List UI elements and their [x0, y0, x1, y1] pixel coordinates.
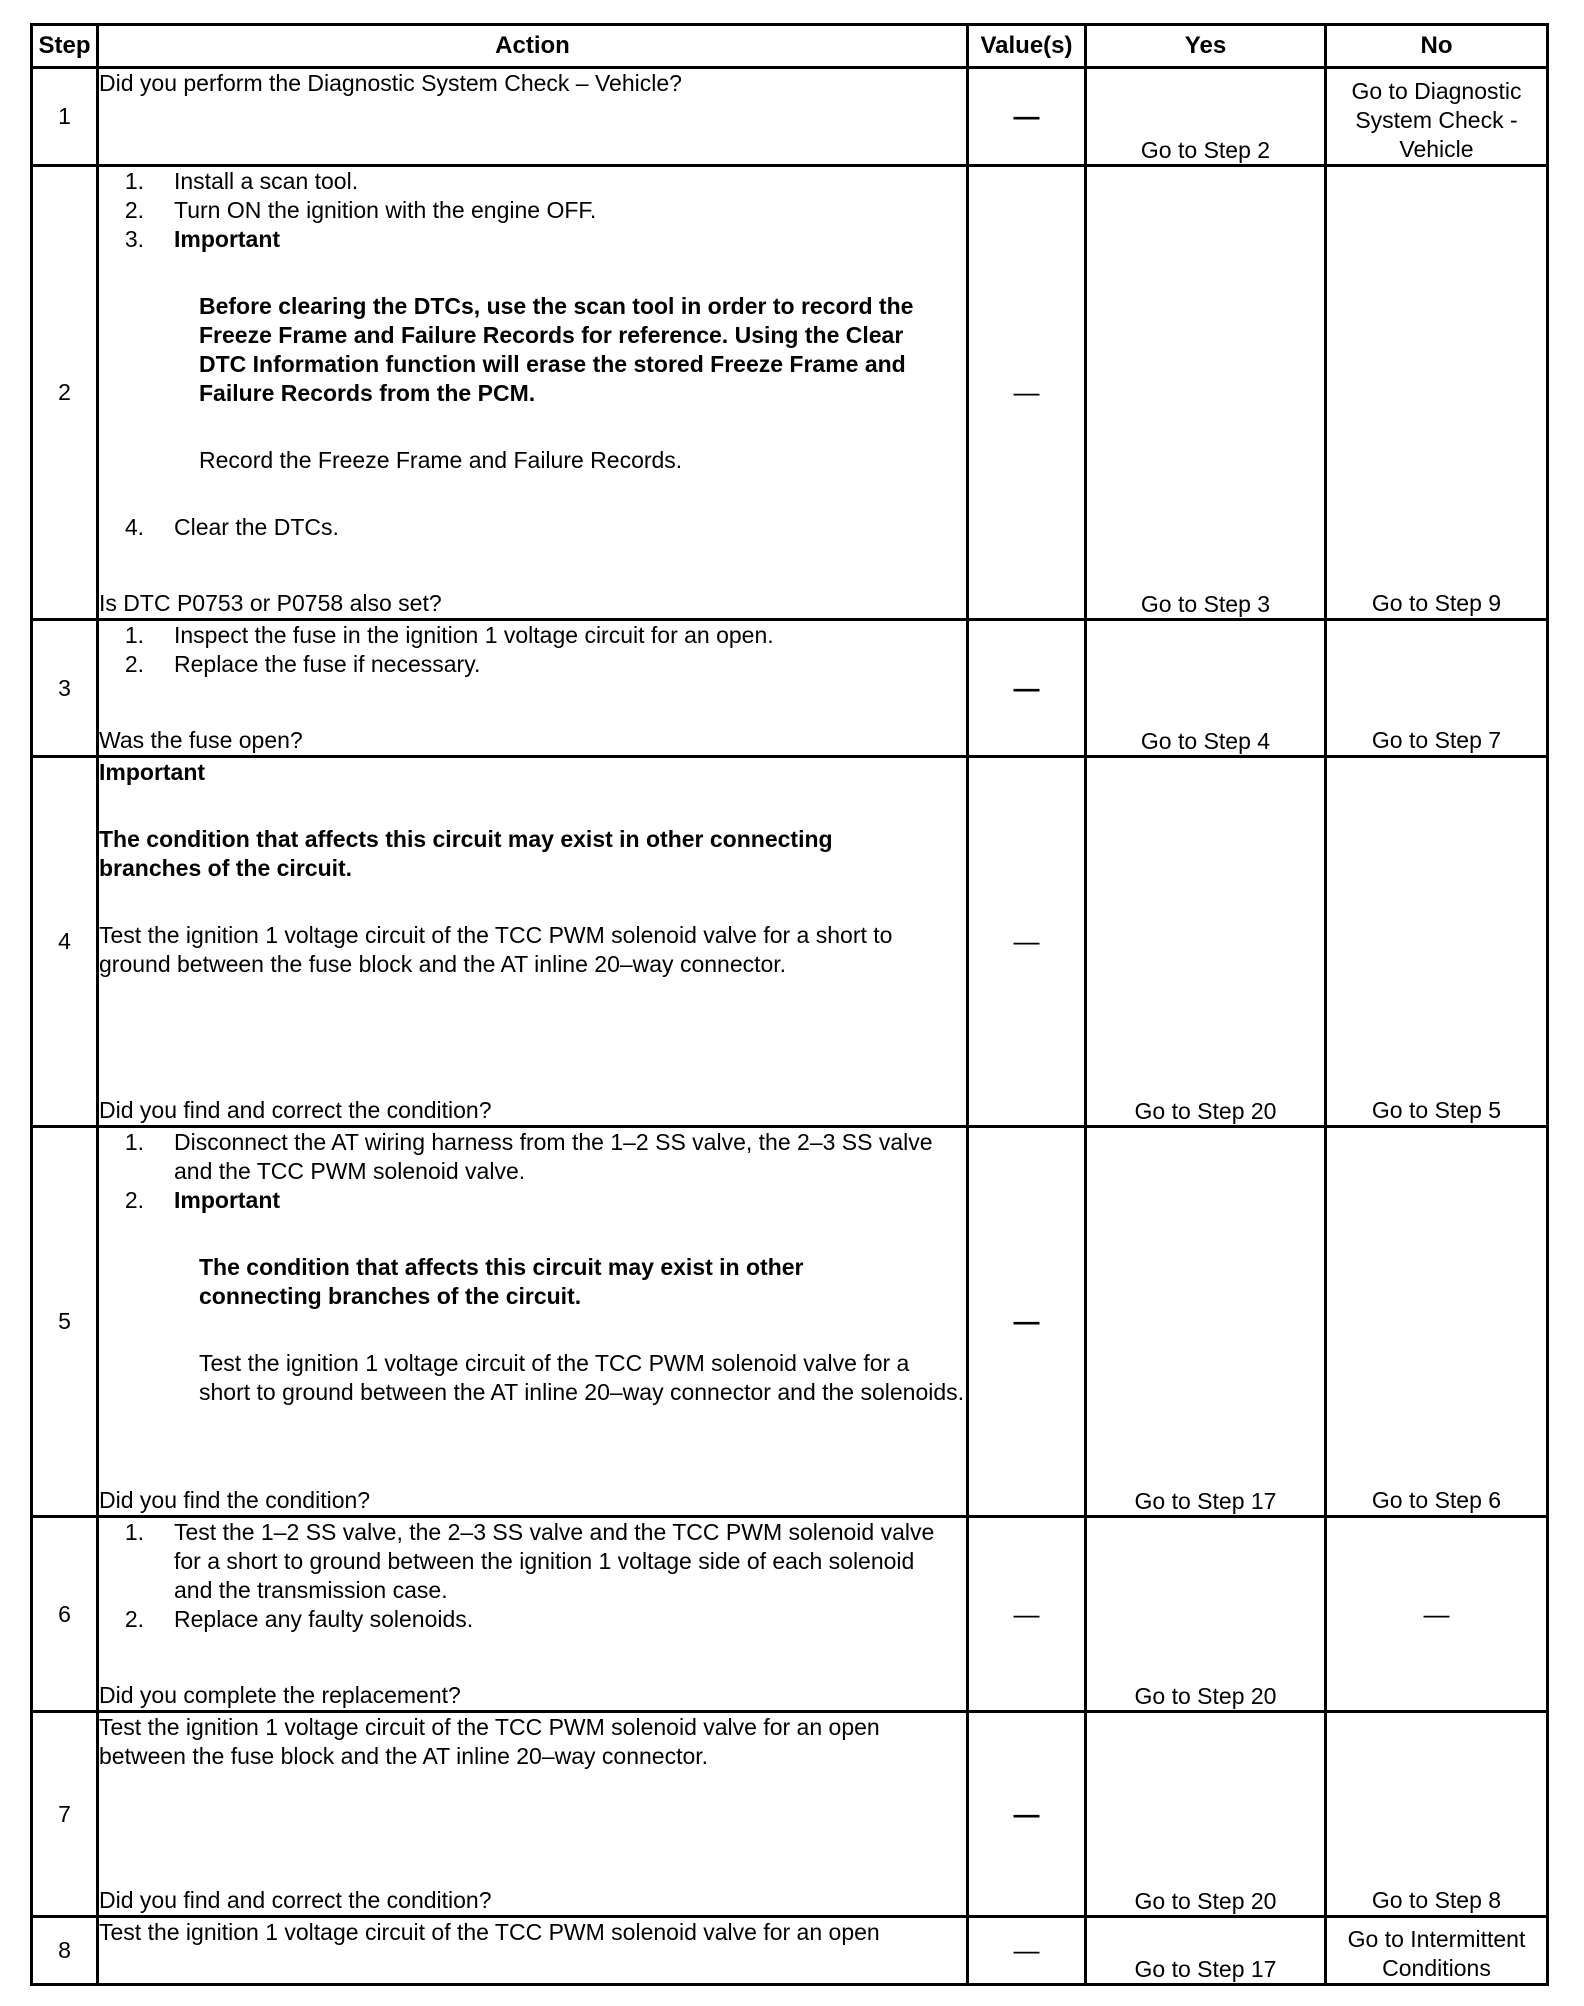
- list-text: Test the 1–2 SS valve, the 2–3 SS valve and the TCC PWM solenoid valve for a short to ground between the ignition 1 voltage side of each solenoid and the transmission case.: [174, 1519, 935, 1603]
- no-cell: Go to Step 9: [1326, 166, 1548, 620]
- no-cell: Go to Step 8: [1326, 1712, 1548, 1917]
- question-text: Did you complete the replacement?: [99, 1682, 461, 1708]
- value-cell: —: [968, 68, 1086, 166]
- yes-cell: Go to Step 20: [1086, 757, 1326, 1127]
- value-cell: —: [968, 1517, 1086, 1712]
- list-text: Clear the DTCs.: [174, 514, 339, 540]
- step-number: 6: [32, 1517, 98, 1712]
- header-row: [32, 25, 1548, 68]
- question-text: Did you perform the Diagnostic System Check – Vehicle?: [99, 70, 682, 96]
- list-text: Turn ON the ignition with the engine OFF.: [174, 197, 597, 223]
- list-number: 4.: [124, 514, 144, 540]
- yes-cell: Go to Step 17: [1086, 1127, 1326, 1517]
- action-text: Test the ignition 1 voltage circuit of the TCC PWM solenoid valve for a short to ground between the fuse block and the AT inline 20–way connector.: [99, 922, 893, 977]
- list-item: [99, 650, 966, 679]
- question-text: Did you find and correct the condition?: [99, 1887, 492, 1913]
- list-item: [99, 513, 966, 542]
- table-row: [32, 1917, 1548, 1985]
- table-row: [32, 620, 1548, 757]
- yes-cell: Go to Step 3: [1086, 166, 1326, 620]
- table-row: [32, 166, 1548, 620]
- no-cell: Go to Step 7: [1326, 620, 1548, 757]
- list-text: Install a scan tool.: [174, 168, 359, 194]
- list-text: Replace the fuse if necessary.: [174, 651, 481, 677]
- header-step: Step: [32, 25, 98, 68]
- no-cell: Go to Step 6: [1326, 1127, 1548, 1517]
- step-number: 3: [32, 620, 98, 757]
- header-yes: Yes: [1086, 25, 1326, 68]
- list-item: [99, 1186, 966, 1215]
- list-number: 2.: [124, 1187, 144, 1213]
- action-text: Test the ignition 1 voltage circuit of the TCC PWM solenoid valve for an open between the fuse block and the AT inline 20–way connector.: [99, 1714, 880, 1769]
- step-number: 1: [32, 68, 98, 166]
- list-number: 1.: [124, 1129, 144, 1155]
- action-cell: [98, 1517, 968, 1712]
- important-note: The condition that affects this circuit may exist in other connecting branches of the circuit.: [99, 826, 833, 881]
- list-item: [99, 196, 966, 225]
- list-number: 1.: [124, 1519, 144, 1545]
- no-cell: Go to Step 5: [1326, 757, 1548, 1127]
- important-label: Important: [174, 226, 281, 252]
- action-cell: [98, 166, 968, 620]
- list-number: 2.: [124, 651, 144, 677]
- important-label: Important: [174, 1187, 281, 1213]
- list-item: [99, 1128, 966, 1186]
- value-cell: —: [968, 1127, 1086, 1517]
- action-cell: [98, 1712, 968, 1917]
- important-label: Important: [99, 759, 206, 785]
- table-row: [32, 68, 1548, 166]
- list-item: [99, 225, 966, 254]
- important-note: The condition that affects this circuit may exist in other connecting branches of the circuit.: [199, 1254, 804, 1309]
- question-text: Is DTC P0753 or P0758 also set?: [99, 590, 442, 616]
- list-number: 3.: [124, 226, 144, 252]
- yes-cell: Go to Step 17: [1086, 1917, 1326, 1985]
- value-cell: —: [968, 1917, 1086, 1985]
- yes-cell: Go to Step 2: [1086, 68, 1326, 166]
- list-item: [99, 621, 966, 650]
- value-cell: —: [968, 1712, 1086, 1917]
- diagnostic-table: [30, 23, 1549, 1986]
- list-text: Inspect the fuse in the ignition 1 voltage circuit for an open.: [174, 622, 774, 648]
- list-item: [99, 167, 966, 196]
- step-number: 2: [32, 166, 98, 620]
- list-number: 1.: [124, 168, 144, 194]
- step-number: 5: [32, 1127, 98, 1517]
- no-cell: —: [1326, 1517, 1548, 1712]
- list-number: 2.: [124, 197, 144, 223]
- value-cell: —: [968, 620, 1086, 757]
- list-number: 1.: [124, 622, 144, 648]
- action-cell: [98, 68, 968, 166]
- list-item: [99, 1518, 966, 1605]
- question-text: Did you find the condition?: [99, 1487, 371, 1513]
- header-action: Action: [98, 25, 968, 68]
- list-number: 2.: [124, 1606, 144, 1632]
- step-number: 4: [32, 757, 98, 1127]
- header-no: No: [1326, 25, 1548, 68]
- table-row: [32, 1712, 1548, 1917]
- no-cell: Go to Diagnostic System Check - Vehicle: [1326, 68, 1548, 166]
- step-number: 8: [32, 1917, 98, 1985]
- list-text: Replace any faulty solenoids.: [174, 1606, 474, 1632]
- question-text: Did you find and correct the condition?: [99, 1097, 492, 1123]
- important-note: Before clearing the DTCs, use the scan tool in order to record the Freeze Frame and Failure Records for reference. Using the Clear DTC Information function will erase the stored Freeze Frame and Failure Records from the PCM.: [199, 293, 914, 406]
- step-number: 7: [32, 1712, 98, 1917]
- action-cell: [98, 620, 968, 757]
- header-values: Value(s): [968, 25, 1086, 68]
- list-text: Disconnect the AT wiring harness from the 1–2 SS valve, the 2–3 SS valve and the TCC PWM solenoid valve.: [174, 1129, 933, 1184]
- value-cell: —: [968, 166, 1086, 620]
- table-row: [32, 1517, 1548, 1712]
- question-text: Was the fuse open?: [99, 727, 303, 753]
- table-row: [32, 1127, 1548, 1517]
- yes-cell: Go to Step 4: [1086, 620, 1326, 757]
- action-cell: [98, 1127, 968, 1517]
- table-row: [32, 757, 1548, 1127]
- sub-text: Test the ignition 1 voltage circuit of the TCC PWM solenoid valve for a short to ground between the AT inline 20–way connector and the solenoids.: [199, 1350, 965, 1405]
- action-cell: [98, 1917, 968, 1985]
- action-cell: [98, 757, 968, 1127]
- no-cell: Go to Intermittent Conditions: [1326, 1917, 1548, 1985]
- action-text: Test the ignition 1 voltage circuit of the TCC PWM solenoid valve for an open: [99, 1919, 880, 1945]
- sub-text: Record the Freeze Frame and Failure Records.: [199, 447, 683, 473]
- value-cell: —: [968, 757, 1086, 1127]
- list-item: [99, 1605, 966, 1634]
- yes-cell: Go to Step 20: [1086, 1712, 1326, 1917]
- yes-cell: Go to Step 20: [1086, 1517, 1326, 1712]
